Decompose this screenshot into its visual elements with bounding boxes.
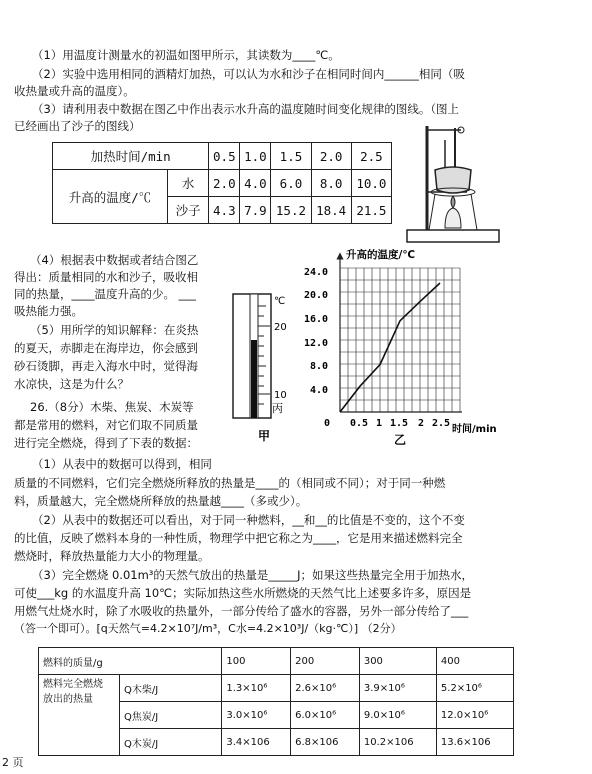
q26-line: 26.（8分）木柴、焦炭、木炭等 <box>30 400 194 414</box>
s3-line1: （3）完全燃烧 0.01m³的天然气放出的热量是_____J；如果这些热量完全用于加热水， <box>32 568 474 582</box>
heat-cell: 3.9×10⁶ <box>359 675 436 702</box>
heat-cell: 10.2×106 <box>359 729 436 756</box>
q4-line: （4）根据表中数据或者结合图乙 <box>30 253 199 267</box>
heat-label-line2: 放出的热量 <box>43 694 93 705</box>
heat-label <box>39 675 120 756</box>
x-tick-label: 2.5 <box>432 418 451 429</box>
y-tick-label: 20.0 <box>304 290 329 301</box>
heating-apparatus-illustration <box>405 118 505 246</box>
heating-data-table <box>52 142 392 224</box>
graph-caption: 乙 <box>394 433 407 447</box>
water-row <box>53 170 392 197</box>
s2-line1: （2）从表中的数据还可以看出，对于同一种燃料，__和__的比值是不变的，这个不变 <box>32 513 465 527</box>
heat-cell: 6.8×106 <box>291 729 360 756</box>
value-cell: 4.3 <box>209 197 240 224</box>
q26-line: 都是常用的燃料，对它们取不同质量 <box>14 418 198 432</box>
x-tick-label: 1 <box>376 418 383 429</box>
heat-cell: 1.3×10⁶ <box>222 675 291 702</box>
time-cell: 1.0 <box>240 143 271 170</box>
q4-line: 得出：质量相同的水和沙子，吸收相 <box>14 270 198 284</box>
q-part2-line2: 收热量或升高的温度）。 <box>14 84 135 98</box>
x-tick-label: 0 <box>324 418 331 429</box>
row-name: 沙子 <box>168 197 209 224</box>
temp-label: 升高的温度/℃ <box>53 170 168 224</box>
page-number: 2 页 <box>2 756 24 769</box>
graph-xlabel: 时间/min <box>452 424 497 435</box>
mass-row <box>39 648 514 675</box>
value-cell: 8.0 <box>311 170 351 197</box>
s1-line3: 料，质量越大，完全燃烧所释放的热量越____（多或少）。 <box>14 494 308 508</box>
mass-label: 燃料的质量/g <box>39 648 222 675</box>
x-tick-label: 2 <box>418 418 425 429</box>
time-cell: 1.5 <box>271 143 311 170</box>
heat-cell: 12.0×10⁶ <box>436 702 513 729</box>
mass-cell: 300 <box>359 648 436 675</box>
value-cell: 15.2 <box>271 197 311 224</box>
heat-cell: 3.0×10⁶ <box>222 702 291 729</box>
y-tick-label: 16.0 <box>304 314 329 325</box>
temperature-time-graph <box>300 248 510 448</box>
thermo-bottom-label: 丙 <box>272 402 283 415</box>
value-cell: 18.4 <box>311 197 351 224</box>
s2-line3: 燃烧时，释放热量能力大小的物理量。 <box>14 549 210 563</box>
mass-cell: 200 <box>291 648 360 675</box>
graph-ylabel: 升高的温度/℃ <box>346 249 416 261</box>
fuel-name: Q焦炭/J <box>120 702 222 729</box>
time-label: 加热时间/min <box>53 143 209 170</box>
q4-line: 同的热量，____温度升高的少。 ___ <box>14 287 196 301</box>
fuel-row <box>39 675 514 702</box>
s1-line2: 质量的不同燃料，它们完全燃烧所释放的热量是____的（相同或不同）；对于同一种燃 <box>14 476 446 490</box>
q5-line: 砂石烫脚，再走入海水中时，觉得海 <box>14 359 198 373</box>
fuel-name: Q木炭/J <box>120 729 222 756</box>
q5-line: 水凉快，这是为什么？ <box>14 377 129 391</box>
q26-line: 进行完全燃烧，得到了下表的数据： <box>14 436 198 450</box>
value-cell: 6.0 <box>271 170 311 197</box>
row-name: 水 <box>168 170 209 197</box>
thermo-caption: 甲 <box>258 429 271 443</box>
heat-cell: 6.0×10⁶ <box>291 702 360 729</box>
x-tick-label: 1.5 <box>390 418 409 429</box>
x-tick-label: 0.5 <box>350 418 369 429</box>
thermo-tick-10: 10 <box>274 390 287 401</box>
y-tick-label: 8.0 <box>310 361 329 372</box>
heat-cell: 5.2×10⁶ <box>436 675 513 702</box>
mass-cell: 100 <box>222 648 291 675</box>
thermo-tick-20: 20 <box>274 322 287 333</box>
q-part2-line1: （2）实验中选用相同的酒精灯加热，可以认为水和沙子在相同时间内______相同（吸 <box>32 67 465 81</box>
value-cell: 2.0 <box>209 170 240 197</box>
fuel-heat-table <box>38 647 514 756</box>
heat-label-line1: 燃料完全燃烧 <box>43 679 103 690</box>
fuel-name: Q木柴/J <box>120 675 222 702</box>
s3-line4: （答一个即可）。[q天然气=4.2×10⁷J/m³，C水=4.2×10³J/（kg·℃）] （2分） <box>14 622 402 635</box>
value-cell: 21.5 <box>351 197 391 224</box>
s3-line2: 可使___kg 的水温度升高 10℃；实际加热这些水所燃烧的天然气比上述要多许多，原因是 <box>14 586 472 600</box>
thermo-unit: ℃ <box>274 296 286 307</box>
y-tick-label: 24.0 <box>304 267 329 278</box>
q-part3-line2: 已经画出了沙子的图线） <box>14 119 141 133</box>
sand-curve <box>340 283 440 412</box>
time-cell: 2.5 <box>351 143 391 170</box>
time-cell: 0.5 <box>209 143 240 170</box>
q4-line: 吸热能力强。 <box>14 304 83 318</box>
mass-cell: 400 <box>436 648 513 675</box>
heat-cell: 3.4×106 <box>222 729 291 756</box>
heat-cell: 9.0×10⁶ <box>359 702 436 729</box>
heat-cell: 2.6×10⁶ <box>291 675 360 702</box>
q-part3-line1: （3）请利用表中数据在图乙中作出表示水升高的温度随时间变化规律的图线。（图上 <box>32 102 460 116</box>
value-cell: 4.0 <box>240 170 271 197</box>
q5-line: 的夏天，赤脚走在海岸边，你会感到 <box>14 341 198 355</box>
y-tick-label: 12.0 <box>304 338 329 349</box>
value-cell: 10.0 <box>351 170 391 197</box>
value-cell: 7.9 <box>240 197 271 224</box>
y-tick-label: 4.0 <box>310 385 329 396</box>
heat-cell: 13.6×106 <box>436 729 513 756</box>
s3-line3: 用燃气灶烧水时，除了水吸收的热量外，一部分传给了盛水的容器，另外一部分传给了___ <box>14 604 469 618</box>
s1-line1: （1）从表中的数据可以得到，相同 <box>32 457 212 471</box>
time-row <box>53 143 392 170</box>
time-cell: 2.0 <box>311 143 351 170</box>
thermometer-figure <box>228 290 298 450</box>
q-part1: （1）用温度计测量水的初温如图甲所示，其读数为____℃。 <box>32 48 340 62</box>
s2-line2: 的比值，反映了燃料本身的一种性质，物理学中把它称之为____，它是用来描述燃料完全 <box>14 531 463 545</box>
q5-line: （5）用所学的知识解释：在炎热 <box>30 323 199 337</box>
